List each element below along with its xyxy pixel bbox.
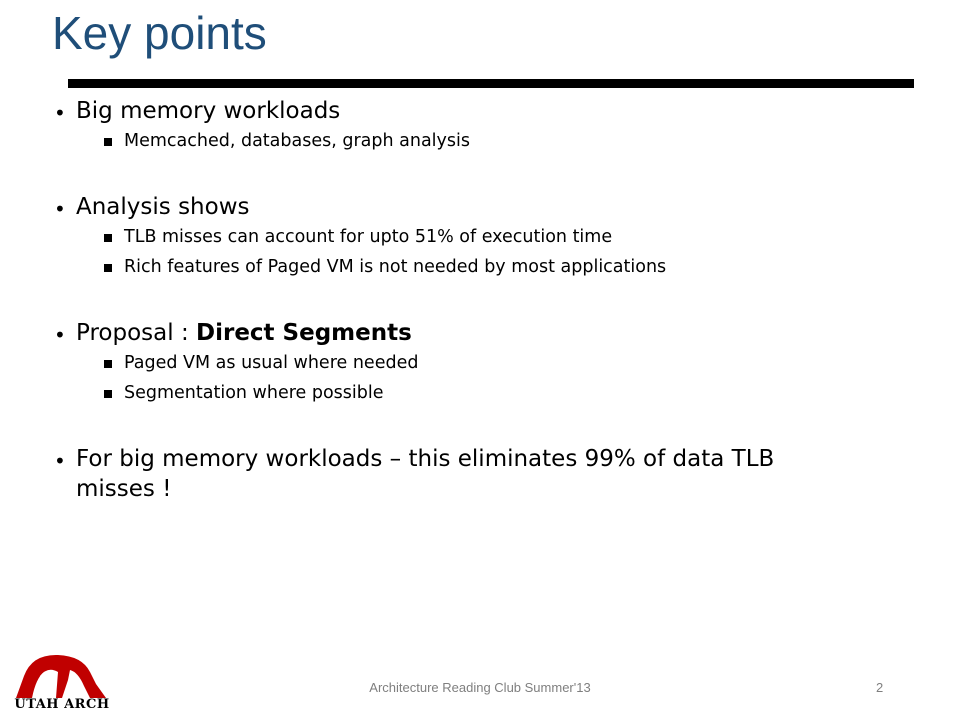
square-bullet-icon (104, 390, 112, 398)
bullet-text-emphasis: Direct Segments (196, 320, 412, 346)
square-bullet-icon (104, 360, 112, 368)
sub-bullet (52, 222, 912, 252)
bullet-text: Big memory workloads (76, 98, 341, 124)
bullet-text-line: For big memory workloads – this eliminates 99% of data TLB (76, 446, 775, 472)
slide-title: Key points (52, 7, 267, 59)
sub-bullet (52, 378, 912, 408)
bullet-list (52, 96, 912, 504)
sub-bullet-text: Segmentation where possible (124, 383, 384, 403)
title-divider (68, 79, 914, 88)
sub-bullet-text: TLB misses can account for upto 51% of execution time (124, 227, 613, 247)
sub-bullet-text: Paged VM as usual where needed (124, 353, 419, 373)
bullet-dot-icon: • (54, 101, 66, 125)
bullet-point (52, 444, 912, 504)
bullet-dot-icon: • (54, 197, 66, 221)
square-bullet-icon (104, 138, 112, 146)
bullet-point (52, 192, 912, 222)
page-number: 2 (876, 680, 884, 695)
bullet-text: Analysis shows (76, 194, 250, 220)
bullet-text (76, 444, 912, 504)
bullet-text (76, 318, 912, 348)
bullet-point (52, 96, 912, 126)
logo-text: UTAH ARCH (14, 697, 110, 712)
square-bullet-icon (104, 234, 112, 242)
bullet-text-line: misses ! (76, 476, 172, 502)
square-bullet-icon (104, 264, 112, 272)
bullet-point (52, 318, 912, 348)
bullet-dot-icon: • (54, 323, 66, 347)
footer-text: Architecture Reading Club Summer'13 (369, 680, 591, 695)
sub-bullet (52, 252, 912, 282)
sub-bullet-text: Memcached, databases, graph analysis (124, 131, 470, 151)
sub-bullet (52, 126, 912, 156)
bullet-dot-icon: • (54, 449, 66, 473)
sub-bullet-text: Rich features of Paged VM is not needed by most applications (124, 257, 667, 277)
bullet-text-prefix: Proposal : (76, 320, 196, 346)
sub-bullet (52, 348, 912, 378)
